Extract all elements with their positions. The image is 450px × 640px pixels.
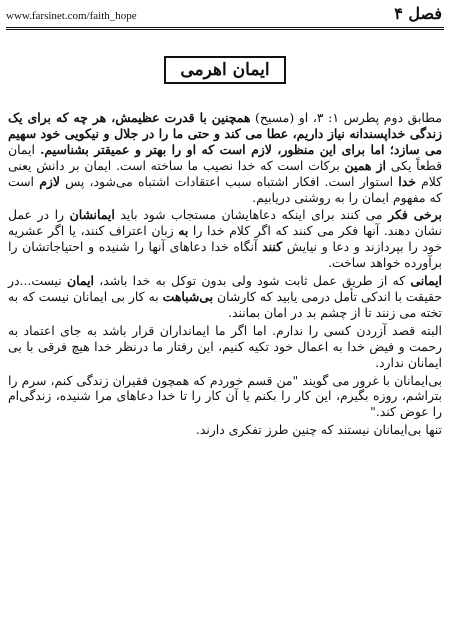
chapter-label: فصل ۴ — [394, 4, 442, 23]
text-segment: ایمان قطعاً یکی — [8, 141, 442, 173]
paragraph — [8, 422, 442, 438]
text-segment: آنگاه خدا دعاهای آنها را شنیده و احتیاجاتشان را برآورده خواهد ساخت. — [8, 239, 442, 271]
body-text — [8, 110, 442, 440]
text-segment: استوار است. افکار اشتباه سبب اعتقادات اشتباه می‌شود، پس — [59, 173, 399, 189]
bold-text: همچنین با قدرت عظیمش، هر چه که برای یک زندگی خداپسندانه نیاز داریم، عطا می کند و حتی ما را در جلال و نیکویی خود سهیم می سازد؛ اما برای این منظور، لازم است که او را بهتر و عمیقتر بشناسیم. — [8, 110, 442, 157]
text-segment: تنها بی‌ایمانان نیستند که چنین طرز تفکری دارند. — [195, 422, 442, 438]
bold-text: بی‌شباهت — [162, 288, 214, 304]
text-segment: برکات است که خدا نصیب ما ساخته است. ایمان بر دانش یعنی کلام — [8, 157, 443, 189]
section-title: ایمان اهرمی — [164, 56, 285, 84]
title-wrap — [0, 56, 450, 84]
header-divider — [6, 27, 444, 30]
paragraph — [8, 373, 442, 421]
bold-text: خدا — [398, 173, 416, 189]
bold-text: ایمانی — [410, 273, 442, 289]
text-segment: نیست...در حقیقت با اندکی تأمل درمی یابید که کارشان — [8, 273, 442, 304]
bold-text: کنند — [262, 239, 283, 255]
bold-text: ایمان — [67, 273, 94, 289]
text-segment: البته قصد آزردن کسی را ندارم. اما اگر ما ایمانداران قرار باشد به جای اعتماد به رحمت و فیض خدا به اعمال خود تکیه کنیم، این رفتار ما درنظر خدا هیچ فرقی با بی ایمانان ندارد. — [8, 322, 442, 370]
text-segment: بی‌ایمانان با غرور می گویند "من قسم خوردم که همچون فقیران زندگی کنم، سرم را بتراشم، روزه بگیرم، این کار را بکنم یا آن کار را تا خدا دعاهای مرا شنیده، زندگی‌ام را عوض کند." — [8, 372, 442, 420]
paragraph — [8, 207, 442, 271]
bold-text: لازم — [39, 173, 60, 189]
text-segment: زبان اعتراف کنند، یا اگر عشریه خود را بپردازند و دعا و نیایش — [8, 223, 443, 255]
source-url: www.farsinet.com/faith_hope — [6, 10, 137, 22]
paragraph — [8, 273, 442, 321]
text-segment: به کار بی ایمانان نیست که به تخته می زنند تا از چشم بد در امان بمانند. — [8, 288, 442, 320]
bold-text: به — [178, 223, 189, 239]
text-segment: مطابق دوم پطرس ۱: ۳، او (مسیح) — [250, 110, 442, 125]
bold-text: برخی فکر — [388, 207, 442, 223]
text-segment: را در عمل نشان دهند. آنها فکر می کنند که اگر کلام خدا را — [8, 207, 443, 239]
text-segment: است که مفهوم ایمان را به روشنی دریابیم. — [8, 173, 442, 205]
text-segment: که از طریق عمل ثابت شود ولی بدون توکل به خدا باشد، — [93, 273, 411, 289]
text-segment: می کنند برای اینکه دعاهایشان مستجاب شود باید — [114, 207, 389, 223]
bold-text: از همین — [344, 157, 386, 173]
paragraph — [8, 110, 442, 205]
bold-text: ایمانشان — [69, 207, 115, 223]
paragraph — [8, 323, 442, 371]
page-header — [6, 4, 442, 26]
